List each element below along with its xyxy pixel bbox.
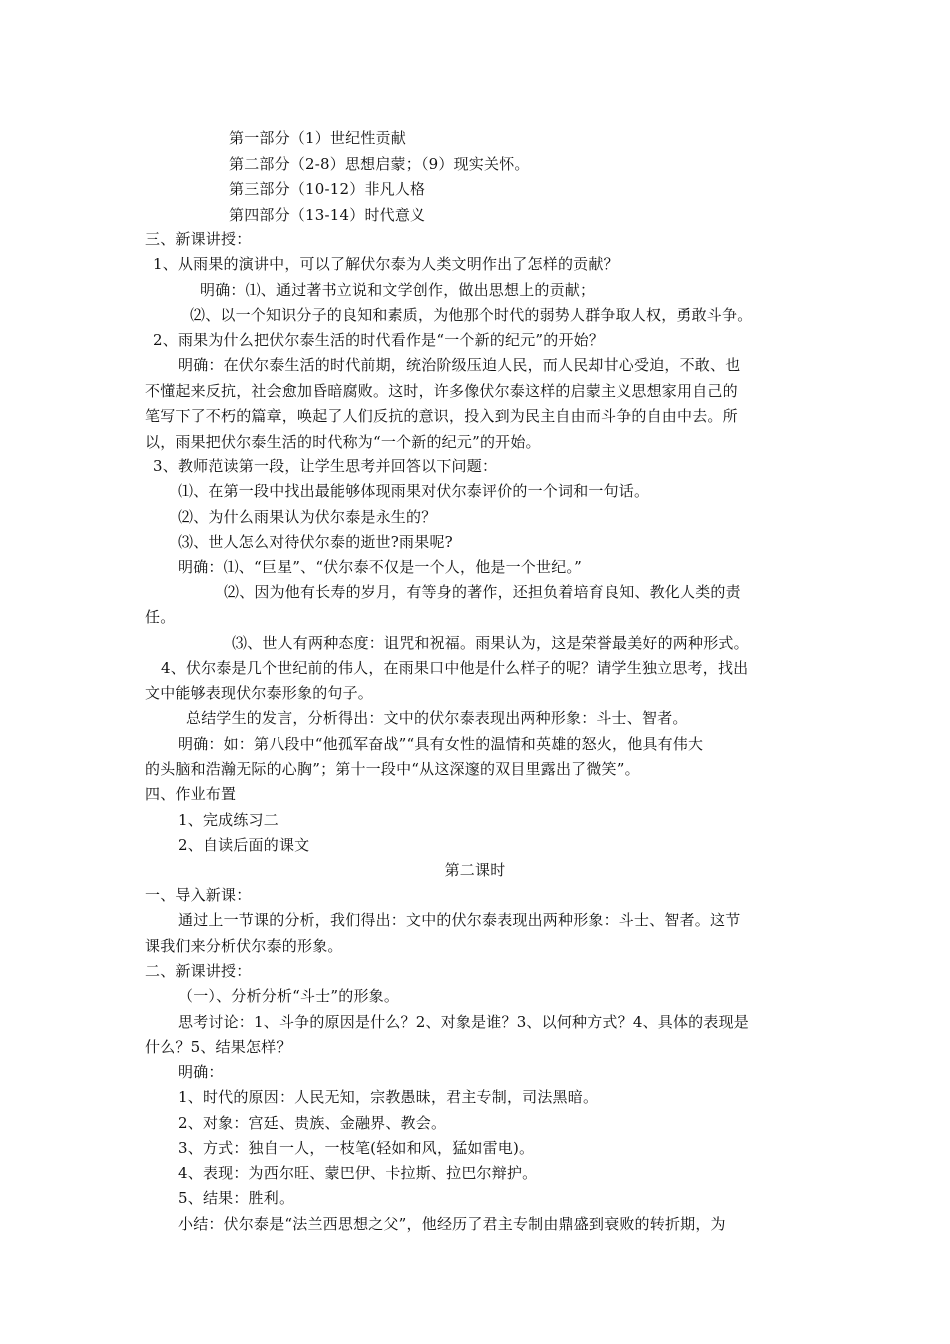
question-3a: ⑴、在第一段中找出最能够体现雨果对伏尔泰评价的一个词和一句话。: [178, 482, 650, 500]
subsection-1: （一）、分析分析“斗士”的形象。: [178, 987, 400, 1005]
answer-4-line-2: 的头脑和浩瀚无际的心胸”；第十一段中“从这深邃的双目里露出了微笑”。: [145, 760, 640, 778]
summary-line: 小结：伏尔泰是“法兰西思想之父”，他经历了君主专制由鼎盛到衰败的转折期，为: [178, 1215, 726, 1233]
outline-part-2: 第二部分（2-8）思想启蒙；（9）现实关怀。: [229, 155, 530, 173]
answer-3b-line-1: ⑵、因为他有长寿的岁月，有等身的著作，还担负着培育良知、教化人类的责: [224, 583, 741, 601]
section-heading-1: 一、导入新课：: [145, 886, 252, 904]
answer-item-1: 1、时代的原因：人民无知，宗教愚昧，君主专制，司法黑暗。: [178, 1088, 599, 1106]
intro-line-1: 通过上一节课的分析，我们得出：文中的伏尔泰表现出两种形象：斗士、智者。这节: [178, 911, 741, 929]
answer-4-line-1: 明确：如：第八段中“他孤军奋战”“具有女性的温情和英雄的怒火，他具有伟大: [178, 735, 704, 753]
answer-2-line-1: 明确：在伏尔泰生活的时代前期，统治阶级压迫人民，而人民却甘心受迫，不敢、也: [178, 356, 741, 374]
question-3b: ⑵、为什么雨果认为伏尔泰是永生的？: [178, 508, 437, 526]
section-heading-2: 二、新课讲授：: [145, 962, 252, 980]
outline-part-3: 第三部分（10-12）非凡人格: [229, 180, 426, 198]
answer-2-line-3: 笔写下了不朽的篇章，唤起了人们反抗的意识，投入到为民主自由而斗争的自由中去。所: [145, 407, 738, 425]
answer-3b-line-2: 任。: [145, 608, 176, 626]
discussion-line-1: 思考讨论：1、斗争的原因是什么？2、对象是谁？3、以何种方式？4、具体的表现是: [178, 1013, 749, 1031]
answer-1a: 明确：⑴、通过著书立说和文学创作，做出思想上的贡献；: [200, 281, 596, 299]
question-4-line-1: 4、伏尔泰是几个世纪前的伟人，在雨果口中他是什么样子的呢？请学生独立思考，找出: [161, 659, 749, 677]
summary-4: 总结学生的发言，分析得出：文中的伏尔泰表现出两种形象：斗士、智者。: [186, 709, 688, 727]
answer-2-line-2: 不懂起来反抗，社会愈加昏暗腐败。这时，许多像伏尔泰这样的启蒙主义思想家用自己的: [145, 382, 738, 400]
question-1: 1、从雨果的演讲中，可以了解伏尔泰为人类文明作出了怎样的贡献？: [153, 255, 619, 273]
section-heading-3: 三、新课讲授：: [145, 230, 252, 248]
outline-part-4: 第四部分（13-14）时代意义: [229, 206, 426, 224]
question-4-line-2: 文中能够表现伏尔泰形象的句子。: [145, 684, 374, 702]
homework-2: 2、自读后面的课文: [178, 836, 310, 854]
intro-line-2: 课我们来分析伏尔泰的形象。: [145, 937, 343, 955]
discussion-line-2: 什么？5、结果怎样？: [145, 1038, 292, 1056]
answer-2-line-4: 以，雨果把伏尔泰生活的时代称为“一个新的纪元”的开始。: [145, 433, 541, 451]
answer-item-4: 4、表现：为西尔旺、蒙巴伊、卡拉斯、拉巴尔辩护。: [178, 1164, 538, 1182]
answer-label: 明确：: [178, 1063, 224, 1081]
answer-item-3: 3、方式：独自一人，一枝笔(轻如和风，猛如雷电)。: [178, 1139, 535, 1157]
answer-item-2: 2、对象：宫廷、贵族、金融界、教会。: [178, 1114, 447, 1132]
question-3c: ⑶、世人怎么对待伏尔泰的逝世?雨果呢?: [178, 533, 453, 551]
question-3: 3、教师范读第一段，让学生思考并回答以下问题：: [153, 457, 498, 475]
outline-part-1: 第一部分（1）世纪性贡献: [229, 129, 406, 147]
section-heading-4: 四、作业布置: [145, 785, 237, 803]
homework-1: 1、完成练习二: [178, 811, 279, 829]
answer-3a: 明确：⑴、“巨星”、“伏尔泰不仅是一个人，他是一个世纪。”: [178, 558, 582, 576]
answer-3c: ⑶、世人有两种态度：诅咒和祝福。雨果认为，这是荣誉最美好的两种形式。: [232, 634, 749, 652]
question-2: 2、雨果为什么把伏尔泰生活的时代看作是“一个新的纪元”的开始？: [153, 331, 605, 349]
answer-1b: ⑵、以一个知识分子的良知和素质，为他那个时代的弱势人群争取人权，勇敢斗争。: [190, 306, 753, 324]
lesson-2-title: 第二课时: [444, 861, 506, 879]
answer-item-5: 5、结果：胜利。: [178, 1189, 295, 1207]
